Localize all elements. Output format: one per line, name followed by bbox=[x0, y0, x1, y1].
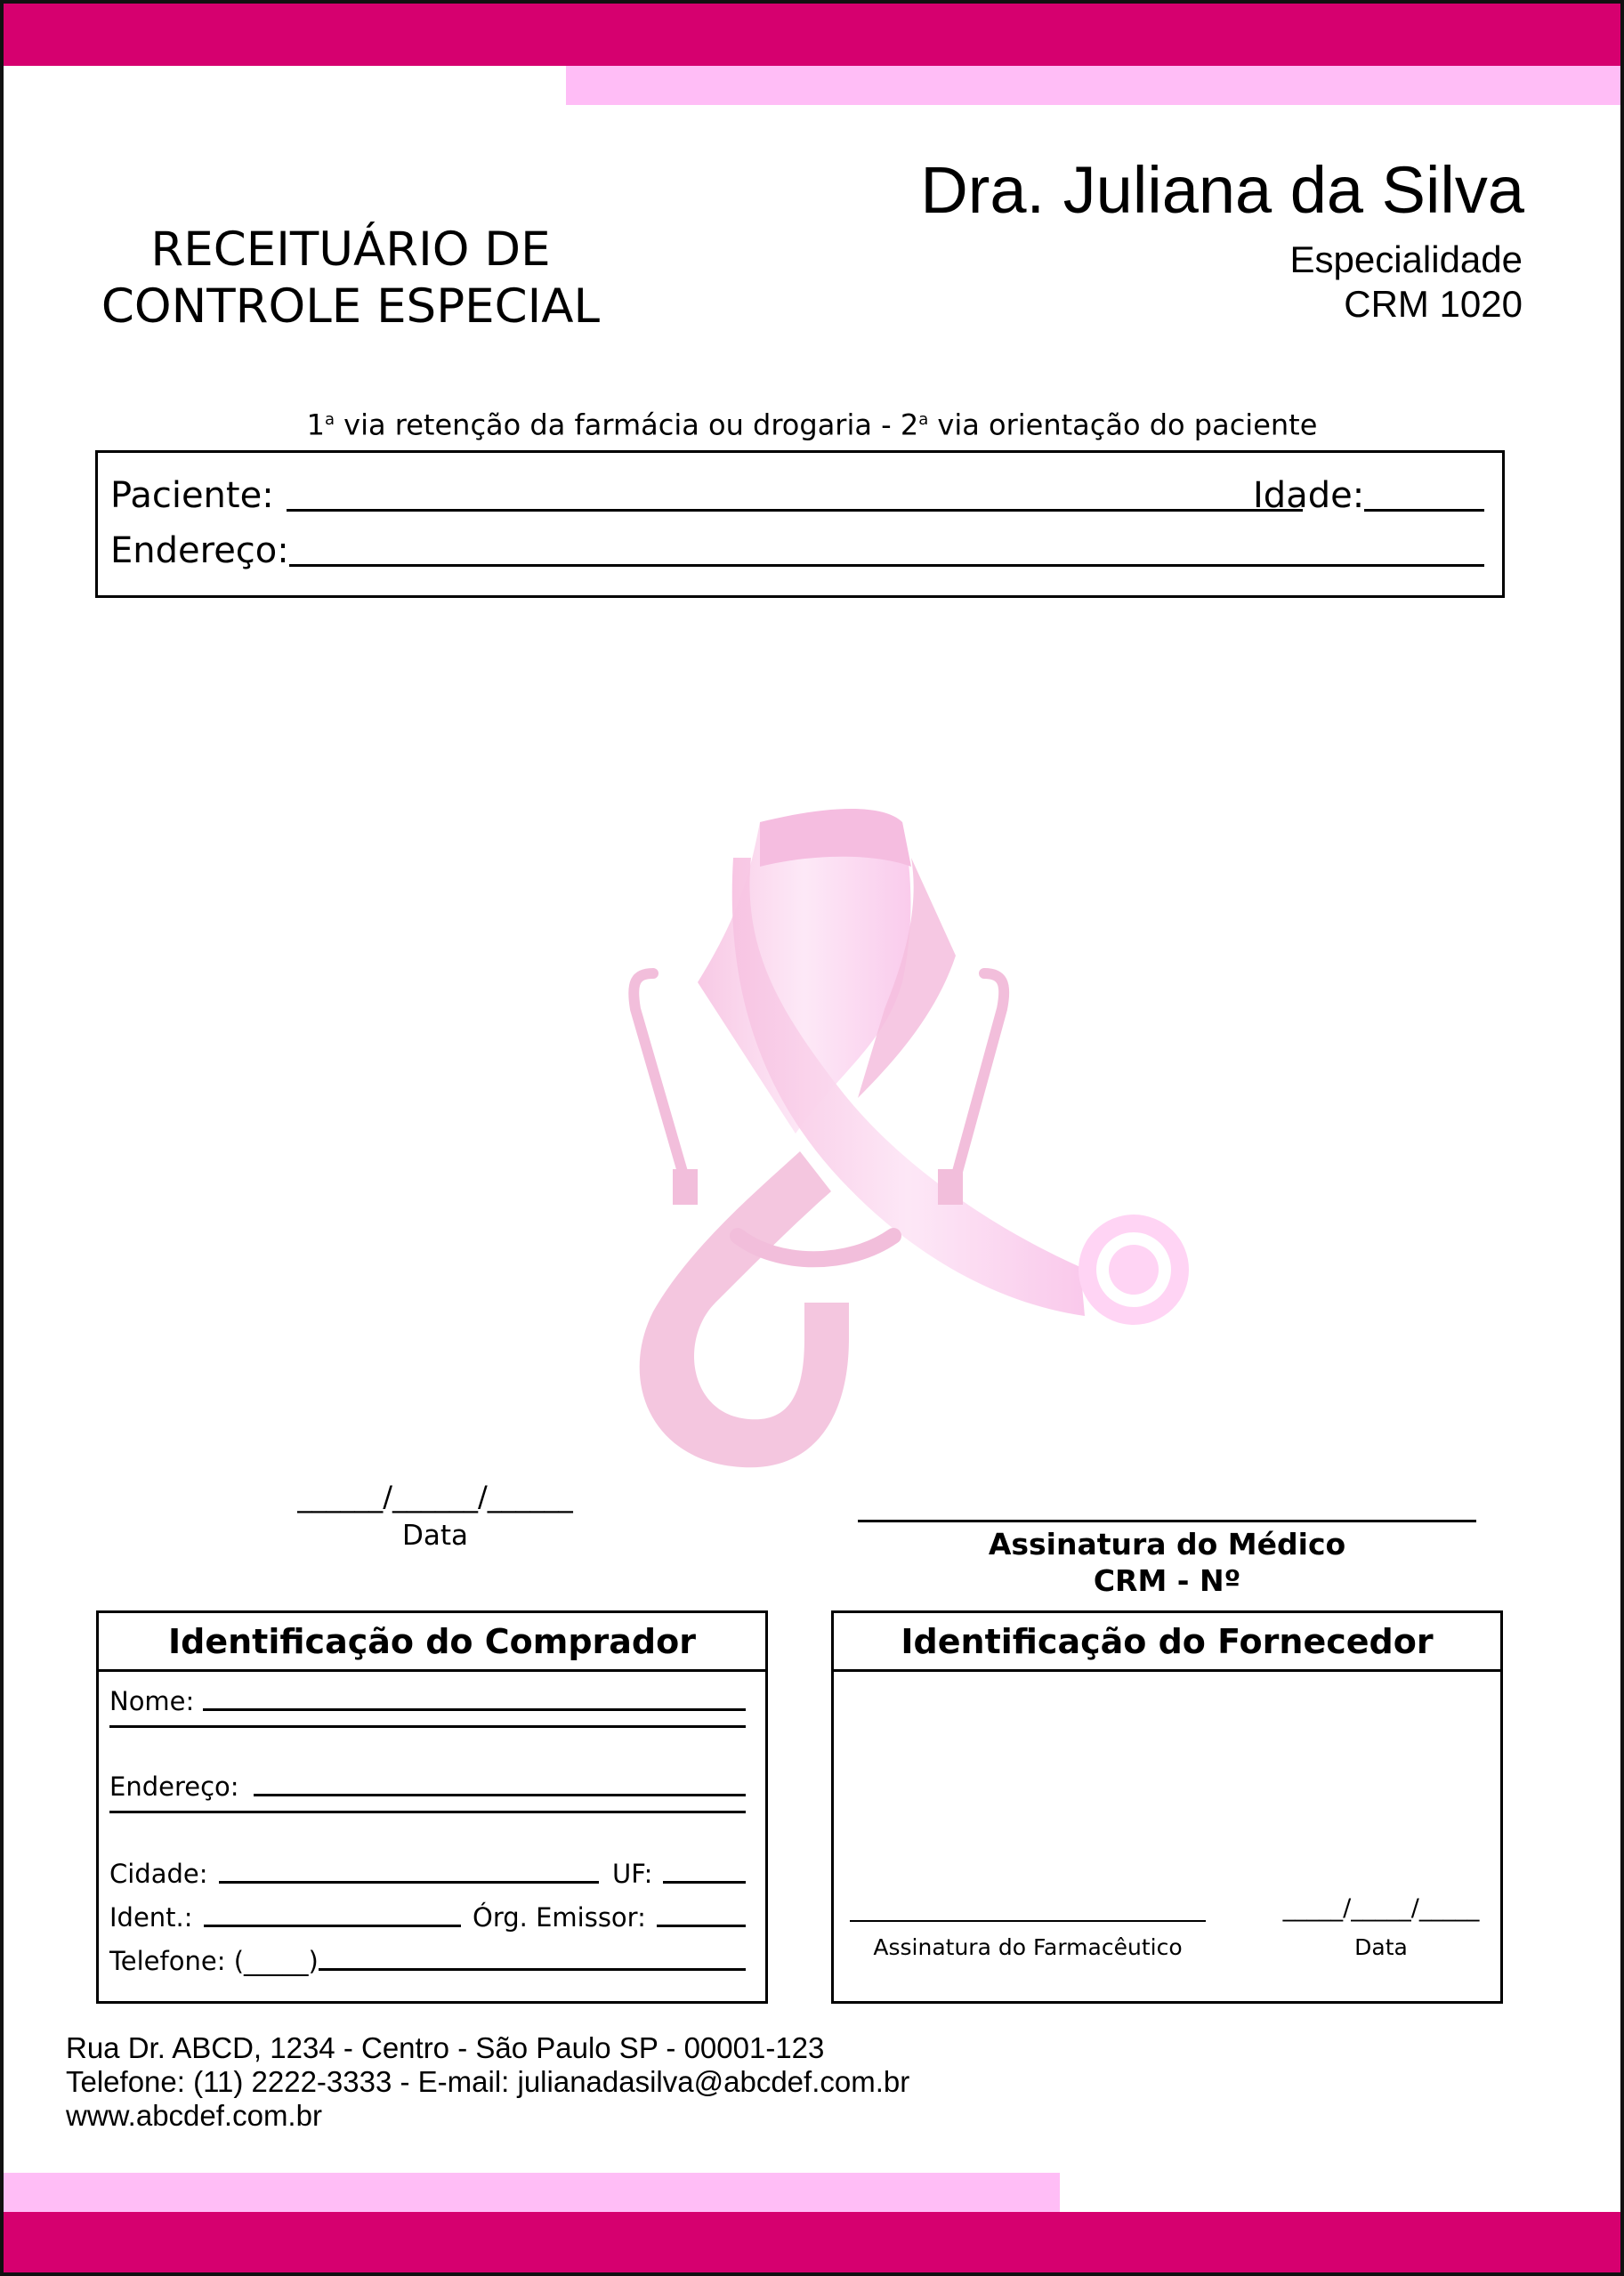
buyer-address-field[interactable] bbox=[109, 1770, 746, 1804]
via-note-sup1: a bbox=[324, 410, 335, 429]
buyer-name-label: Nome: bbox=[109, 1686, 195, 1716]
buyer-ident-line bbox=[204, 1925, 461, 1927]
top-band bbox=[4, 4, 1620, 66]
document-title bbox=[57, 222, 644, 335]
stethoscope-chestpiece-inner bbox=[1109, 1245, 1159, 1295]
stethoscope-earpiece-left bbox=[673, 1169, 698, 1205]
buyer-identification-box bbox=[96, 1610, 768, 2004]
doctor-signature-line[interactable] bbox=[858, 1488, 1476, 1522]
buyer-address-label: Endereço: bbox=[109, 1772, 239, 1802]
date-blank[interactable]: ______/______/______ bbox=[297, 1480, 573, 1513]
doctor-name: Dra. Juliana da Silva bbox=[920, 153, 1524, 227]
bottom-accent-band bbox=[4, 2173, 1060, 2212]
doctor-signature-block bbox=[858, 1488, 1476, 1599]
via-note-part3: via orientação do paciente bbox=[928, 408, 1318, 442]
address-label: Endereço: bbox=[110, 530, 289, 571]
buyer-uf-label: UF: bbox=[612, 1859, 653, 1889]
buyer-uf-line bbox=[663, 1881, 746, 1884]
footer-contact: Telefone: (11) 2222-3333 - E-mail: julianadasilva@abcdef.com.br bbox=[66, 2065, 910, 2098]
buyer-name-extra-line[interactable] bbox=[109, 1725, 746, 1735]
stethoscope-earpiece-right bbox=[938, 1169, 963, 1205]
buyer-issuer-line bbox=[657, 1925, 746, 1927]
supplier-date-blank[interactable]: _____/_____/_____ bbox=[1282, 1894, 1480, 1922]
buyer-city-label: Cidade: bbox=[109, 1859, 208, 1889]
buyer-name-line bbox=[203, 1708, 746, 1711]
buyer-issuer-label: Órg. Emissor: bbox=[473, 1902, 646, 1933]
footer-address: Rua Dr. ABCD, 1234 - Centro - São Paulo SP - 00001-123 bbox=[66, 2031, 825, 2064]
doctor-crm-label: CRM - Nº bbox=[1093, 1563, 1241, 1598]
patient-info-box bbox=[95, 450, 1505, 598]
buyer-ident-label: Ident.: bbox=[109, 1902, 193, 1933]
copy-routing-note bbox=[4, 402, 1620, 443]
date-label: Data bbox=[401, 1520, 469, 1552]
buyer-city-field[interactable] bbox=[109, 1857, 599, 1891]
address-field[interactable] bbox=[110, 528, 1484, 574]
bottom-band bbox=[4, 2212, 1620, 2276]
via-note-part2: via retenção da farmácia ou drogaria - 2 bbox=[335, 408, 919, 442]
buyer-address-extra-line[interactable] bbox=[109, 1811, 746, 1820]
patient-label: Paciente: bbox=[110, 475, 274, 516]
patient-field[interactable] bbox=[110, 472, 1303, 519]
age-field[interactable] bbox=[1253, 472, 1484, 519]
supplier-heading: Identificação do Fornecedor bbox=[834, 1613, 1500, 1672]
footer-website[interactable]: www.abcdef.com.br bbox=[66, 2099, 322, 2132]
via-note-sup2: a bbox=[918, 410, 929, 429]
age-blank-line bbox=[1364, 509, 1484, 512]
age-label: Idade: bbox=[1253, 475, 1365, 516]
patient-blank-line bbox=[287, 509, 1303, 512]
buyer-phone-field[interactable] bbox=[109, 1944, 746, 1978]
supplier-date-label: Data bbox=[1354, 1934, 1408, 1960]
document-title-line2: CONTROLE ESPECIAL bbox=[101, 279, 601, 334]
buyer-phone-line bbox=[319, 1968, 746, 1971]
doctor-specialty: Especialidade bbox=[1289, 238, 1523, 280]
buyer-city-line bbox=[219, 1881, 599, 1884]
pink-ribbon-stethoscope-icon bbox=[618, 804, 1205, 1472]
pharmacist-signature-label: Assinatura do Farmacêutico bbox=[873, 1934, 1183, 1960]
buyer-name-field[interactable] bbox=[109, 1684, 746, 1718]
pharmacist-signature-line[interactable] bbox=[850, 1920, 1206, 1922]
document-title-line1: RECEITUÁRIO DE bbox=[150, 222, 551, 277]
buyer-address-line-2 bbox=[109, 1811, 746, 1813]
buyer-address-line bbox=[254, 1794, 746, 1796]
top-accent-band bbox=[566, 66, 1620, 105]
buyer-issuer-field[interactable] bbox=[473, 1901, 746, 1934]
buyer-phone-label: Telefone: (_____) bbox=[109, 1946, 319, 1976]
buyer-uf-field[interactable] bbox=[612, 1857, 746, 1891]
date-block bbox=[288, 1479, 582, 1554]
buyer-heading: Identificação do Comprador bbox=[99, 1613, 765, 1672]
address-blank-line bbox=[289, 564, 1484, 567]
buyer-ident-field[interactable] bbox=[109, 1901, 461, 1934]
ribbon-shape bbox=[640, 809, 1085, 1467]
supplier-identification-box bbox=[831, 1610, 1503, 2004]
doctor-signature-label: Assinatura do Médico bbox=[988, 1527, 1346, 1562]
buyer-name-line-2 bbox=[109, 1725, 746, 1728]
doctor-crm: CRM 1020 bbox=[1344, 283, 1523, 325]
via-note-part1: 1 bbox=[306, 408, 325, 442]
